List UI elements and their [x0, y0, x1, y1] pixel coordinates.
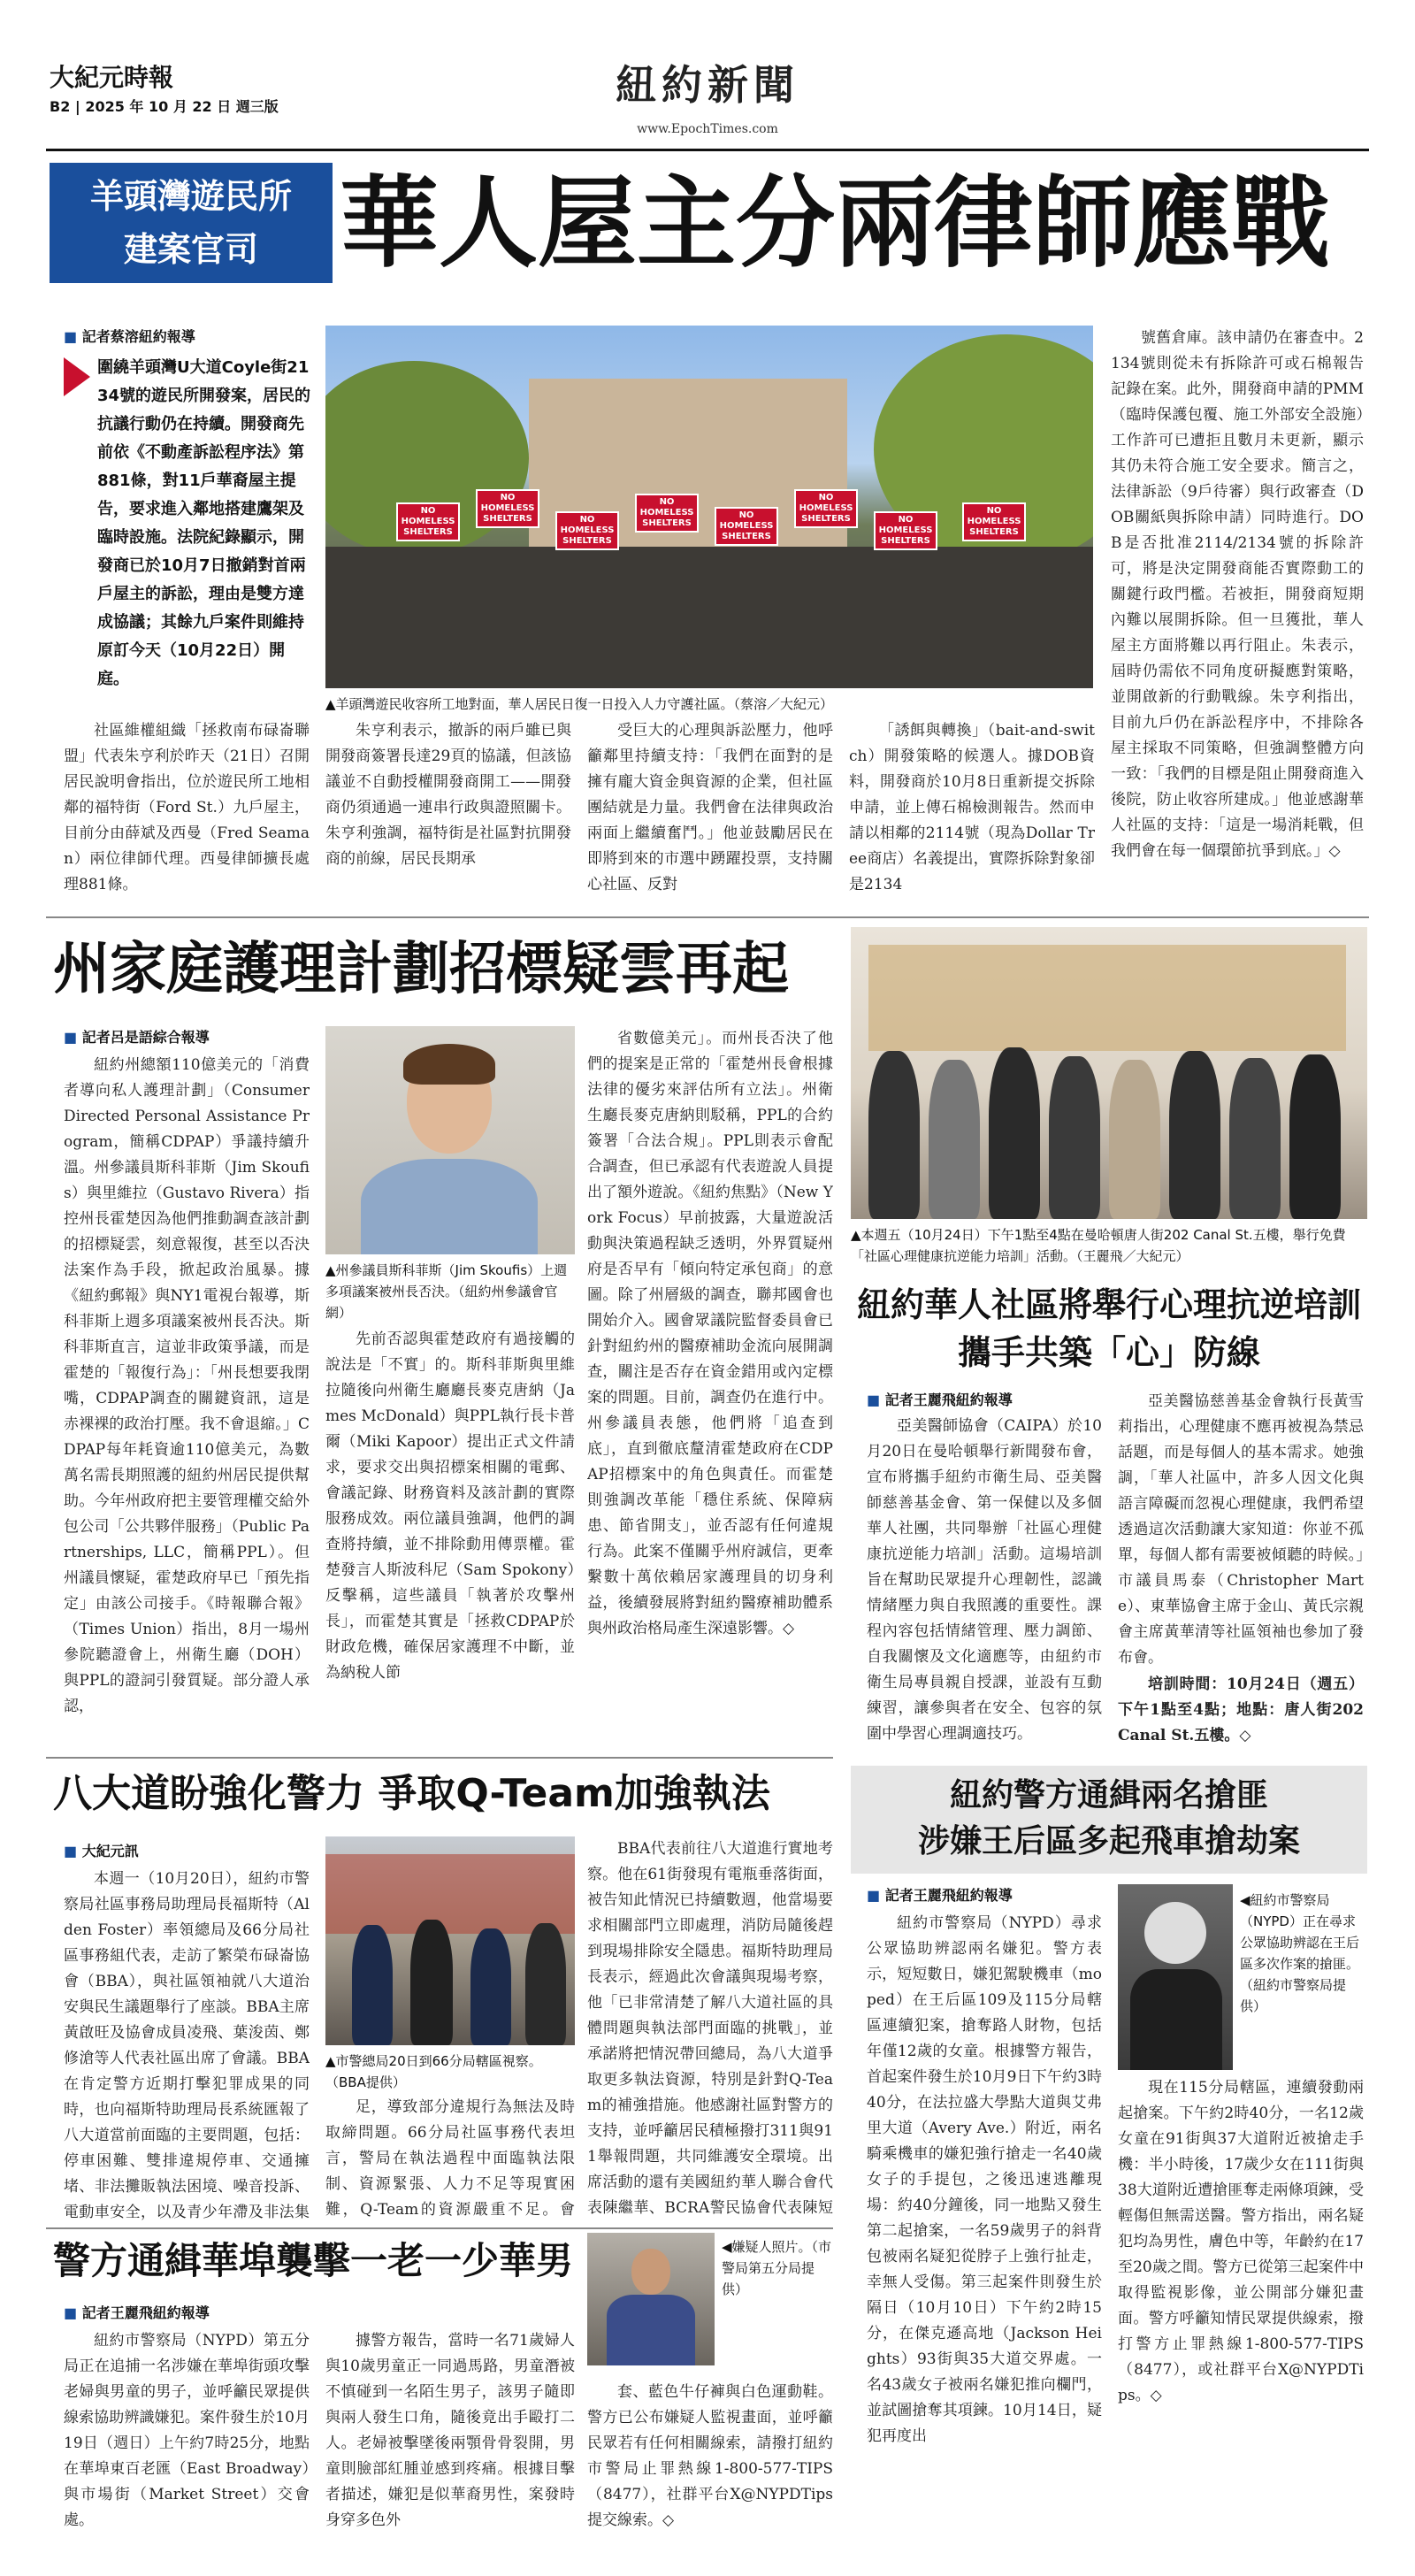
story3-photo-caption: ▲本週五（10月24日）下午1點至4點在曼哈頓唐人街202 Canal St.五樓，舉行免費「社區心理健康抗逆能力培訓」活動。（王麗飛／大紀元） [851, 1227, 1346, 1264]
protest-sign: NO HOMELESS SHELTERS [396, 502, 460, 541]
story6-column-2: 據警方報告，當時一名71歲婦人與10歲男童正一同過馬路，男童潛被不慎碰到一名陌生男子，該男子隨即與兩人發生口角，隨後竟出手毆打二人。老婦被擊墜後兩顎骨骨裂開，男童則臉部紅腫並感到疼痛。根據目擊者描述，嫌犯是似華裔男性，案發時身穿多色外 [325, 2332, 575, 2529]
story4-headline: 八大道盼強化警力 爭取Q-Team加強執法 [53, 1771, 770, 1816]
backdrop-panel [868, 945, 1346, 1051]
officer [352, 1925, 393, 2045]
suspect-body [1130, 1969, 1222, 2070]
divider [46, 916, 1369, 918]
officer [470, 1928, 511, 2045]
lead-photo-caption: ▲羊頭灣遊民收容所工地對面，華人居民日復一日投入人力守護社區。（蔡溶／大紀元） [325, 696, 834, 712]
story2-headline: 州家庭護理計劃招標疑雲再起 [53, 937, 789, 1002]
crowd [325, 547, 1093, 688]
paper-name: 大紀元時報 [50, 63, 174, 92]
group-person [1169, 1051, 1220, 1219]
page-info: B2 | 2025 年 10 月 22 日 週三版 [50, 98, 279, 115]
story5-headline-2: 涉嫌王后區多起飛車搶劫案 [917, 1823, 1300, 1859]
story6-byline: ■ 記者王麗飛紐約報導 [64, 2302, 210, 2322]
suspect-head [631, 2249, 670, 2295]
story5-byline: ■ 記者王麗飛紐約報導 [867, 1884, 1013, 1905]
suspect-jacket [607, 2295, 695, 2365]
story2-photo-caption: ▲州參議員斯科菲斯（Jim Skoufis）上週多項議案被州長否決。（紐約州參議會官網） [325, 1262, 568, 1321]
story4-column-1: 本週一（10月20日），紐約市警察局社區事務局助理局長福斯特（Alden Foster）率領總局及66分局社區事務組代表，走訪了繁榮布碌崙協會（BBA），與社區領袖就八大道治安與民生議題舉行了座談。BBA主席黃啟旺及協會成員凌飛、葉浚茵、鄭修滄等人代表社區出席了會議。BBA在肯定警方近期打擊犯罪成果的同時，也向福斯特助理局長系統匯報了八大道當前面臨的主要問題，包括：停車困難、雙排違規停車、交通擁堵、非法攤販執法困境、噪音投訴、電動車安全，以及青少年滯及非法集 [64, 1870, 310, 2221]
lead-summary: 圍繞羊頭灣U大道Coyle街2134號的遊民所開發案，居民的抗議行動仍在持續。開發商先前依《不動產訴訟程序法》第881條，對11戶華裔屋主提告，要求進入鄰地搭建鷹架及臨時設施。法院紀錄顯示，開發商已於10月7日撤銷對首兩戶屋主的訴訟，理由是雙方達成協議；其餘九戶案件則維持原訂今天（10月22日）開庭。 [97, 358, 311, 688]
protest-sign: NO HOMELESS SHELTERS [635, 494, 699, 533]
story4-byline: ■ 大紀元訊 [64, 1840, 139, 1860]
masthead-rule [46, 149, 1369, 151]
website: www.EpochTimes.com [637, 122, 778, 136]
lead-column-4: 「誘餌與轉換」（bait-and-switch）開發策略的候選人。據DOB資料，開發商於10月8日重新提交拆除申請，並上傳石棉檢測報告。然而申請以相鄰的2114號（現為Dollar Tree商店）名義提出，實際拆除對象卻是2134 [849, 722, 1095, 893]
group-person [929, 1060, 980, 1219]
story4-column-3: BBA代表前往八大道進行實地考察。他在61街發現有電瓶垂落街面，被告知此情況已持續數週，他當場要求相關部門立即處理，消防局隨後趕到現場排除安全隱患。福斯特助理局長表示，經過此次會議與現場考察，他「已非常清楚了解八大道社區的具體問題與執法部門面臨的挑戰」，並承諾將把情況帶回總局，為八大道爭取更多執法資源，特別是針對Q-Team的補強措施。他感謝社區對警方的支持，並呼籲居民積極撥打311與911舉報問題，共同維護安全環境。出席活動的還有美國紐約華人聯合會代表陳繼華、BCRA警民協會代表陳短 [587, 1840, 833, 2217]
story4-photo-caption: ▲市警總局20日到66分局轄區視察。（BBA提供） [325, 2053, 542, 2090]
person-hair [403, 1044, 495, 1085]
lead-photo [325, 326, 1093, 688]
lead-byline: ■ 記者蔡溶紐約報導 [64, 326, 195, 346]
story5-column-2: 現在115分局轄區，連續發動兩起搶案。下午約2時40分，一名12歲女童在91街與37大道附近被搶走手機：半小時後，17歲少女在111街與38大道附近遭搶匪奪走兩條項鍊，受輕傷但無需送醫。警方指出，兩名疑犯均為男性，膚色中等，年齡約在17至20歲之間。警方已從第三起案件中取得監視影像，並公開部分嫌犯畫面。警方呼籲知情民眾提供線索，撥打警方止罪熱線1-800-577-TIPS（8477），或社群平台X@NYPDTips。◇ [1118, 2079, 1364, 2404]
lead-kicker [50, 163, 333, 283]
person-body [361, 1159, 538, 1254]
story3-column-1: 亞美醫師協會（CAIPA）於10月20日在曼哈頓舉行新聞發布會，宣布將攜手紐約市衛生局、亞美醫師慈善基金會、第一保健以及多個華人社團，共同舉辦「社區心理健康抗逆能力培訓」活動。這場培訓旨在幫助民眾提升心理韌性，認識情緒壓力與自我照護的重要性。課程內容包括情緒管理、壓力調節、自我關懷及文化適應等，由紐約市衛生局專員親自授課，並設有互動練習，讓參與者在安全、包容的氛圍中學習心理調適技巧。 [867, 1417, 1102, 1743]
story3-column-2: 亞美醫協慈善基金會執行長黃雪莉指出，心理健康不應再被視為禁忌話題，而是每個人的基本需求。她強調，「華人社區中，許多人因文化與語言障礙而忽視心理健康，我們希望透過這次活動讓大家知道：你並不孤單，每個人都有需要被傾聽的時候。」市議員馬泰（Christopher Marte）、東華協會主席于金山、黃氏宗親會主席黃華清等社區領袖也參加了發布會。 [1118, 1392, 1364, 1667]
story6-column-1: 紐約市警察局（NYPD）第五分局正在追捕一名涉嫌在華埠街頭攻擊老婦與男童的男子，並呼籲民眾提供線索協助辨識嫌犯。案件發生於10月19日（週日）上午約7時25分，地點在華埠東百老匯（East Broadway）與市場街（Market Street）交會處。 [64, 2332, 310, 2529]
group-person [868, 1051, 920, 1219]
lead-column-1: 社區維權組織「拯救南布碌崙聯盟」代表朱亨利於昨天（21日）召開居民說明會指出，位於遊民所工地相鄰的福特街（Ford St.）九戶屋主，目前分由薛斌及西曼（Fred Seaman）兩位律師代理。西曼律師擴長處理881條。 [64, 722, 310, 893]
lead-kicker-line1: 羊頭灣遊民所 [89, 177, 292, 216]
arrow-icon [64, 357, 90, 396]
protest-sign: NO HOMELESS SHELTERS [555, 511, 619, 550]
story4-column-2: 足，導致部分違規行為無法及時取締問題。66分局社區事務代表坦言，警局在執法過程中面臨執法限制、資源緊張、人力不足等現實困難，Q-Team的資源嚴重不足。會 [325, 2098, 575, 2219]
story2-column-3: 省數億美元」。而州長否決了他們的提案是正常的「霍楚州長會根據法律的優劣來評估所有立法」。州衛生廳長麥克唐納則駁稱，PPL的合約簽署「合法合規」。PPL則表示會配合調查，但已承認有代表遊說人員提出了額外遊說。《紐約焦點》（New York Focus）早前披露，大量遊說活動與決策過程缺乏透明，外界質疑州府是否早有「傾向特定承包商」的意圖。除了州層級的調查，聯邦國會也開始介入。國會眾議院監督委員會已針對紐約州的醫療補助金流向展開調查，關注是否存在資金錯用或內定標案的問題。目前，調查仍在進行中。州參議員表態，他們將「追查到底」，直到徹底釐清霍楚政府在CDPAP招標案中的角色與責任。而霍楚則強調改革能「穩住系統、保障病患、節省開支」，並否認有任何違規行為。此案不僅關乎州府誠信，更牽繫數十萬依賴居家護理員的切身利益，後續發展將對紐約醫療補助體系與州政治格局產生深遠影響。◇ [587, 1030, 833, 1637]
story2-column-2: 先前否認與霍楚政府有過接觸的說法是「不實」的。斯科菲斯與里維拉隨後向州衛生廳廳長麥克唐納（James McDonald）與PPL執行長卡普爾（Miki Kapoor）提出正式文件請求，要求交出與招標案相關的電郵、會議記錄、財務資料及該計劃的實際服務成效。兩位議員強調，他們的調查將持續，並不排除動用傳票權。霍楚發言人斯波科尼（Sam Spokony）反擊稱，這些議員「執著於攻擊州長」，而霍楚其實是「拯救CDPAP於財政危機，確保居家護理不中斷，並為納稅人節 [325, 1330, 575, 1682]
section-title: 紐約新聞 [616, 61, 799, 109]
lead-column-5: 號舊倉庫。該申請仍在審查中。2134號則從未有拆除許可或石棉報告記錄在案。此外，開發商申請的PMM（臨時保護包覆、施工外部安全設施）工作許可已遭拒且數月未更新，顯示其仍未符合施工安全要求。簡言之，法律訴訟（9戶待審）與行政審查（DOB關紙與拆除申請）同時進行。DOB是否批准2114/2134號的拆除許可，將是決定開發商能否實際動工的關鍵行政門檻。若被拒，開發商短期內難以展開拆除。但一旦獲批，華人屋主方面將難以再行阻止。朱表示，屆時仍需依不同角度研擬應對策略，並開啟新的行動戰線。朱亨利指出，目前九戶仍在訴訟程序中，不排除各屋主採取不同策略，但強調整體方向一致：「我們的目標是阻止開發商進入後院，防止收容所建成。」他並感謝華人社區的支持：「這是一場消耗戰，但我們會在每一個環節抗爭到底。」◇ [1111, 329, 1364, 860]
story5-photo [1118, 1884, 1233, 2070]
story2-byline: ■ 記者呂是語綜合報導 [64, 1026, 210, 1046]
lead-headline: 華人屋主分兩律師應戰 [340, 165, 1330, 281]
divider [46, 1757, 833, 1759]
story3-column-3: 培訓時間：10月24日（週五）下午1點至4點；地點：唐人街202 Canal St.五樓。◇ [1118, 1675, 1364, 1744]
story3-headline-2: 攜手共築「心」防線 [957, 1333, 1260, 1372]
story6-column-3: 套、藍色牛仔褲與白色運動鞋。警方已公布嫌疑人監視畫面，並呼籲民眾若有任何相關線索，請撥打紐約市警局止罪熱線1-800-577-TIPS（8477），社群平台X@NYPDTips提交線索。◇ [587, 2383, 833, 2529]
suspect-helmet [1144, 1902, 1206, 1964]
group-person [1109, 1060, 1160, 1219]
protest-sign: NO HOMELESS SHELTERS [794, 489, 858, 528]
group-person [1049, 1056, 1100, 1219]
story3-headline-1: 紐約華人社區將舉行心理抗逆培訓 [856, 1285, 1361, 1324]
group-person [989, 1047, 1040, 1219]
officer [525, 1923, 566, 2045]
protest-sign: NO HOMELESS SHELTERS [962, 502, 1026, 541]
protest-sign: NO HOMELESS SHELTERS [476, 489, 539, 528]
story6-photo-caption: ◀嫌疑人照片。（市警局第五分局提供） [722, 2239, 832, 2297]
story4-photo [325, 1836, 575, 2045]
lead-column-2: 朱亨利表示，撤訴的兩戶雖已與開發商簽署長達29頁的協議，但該協議並不自動授權開發商開工——開發商仍須通過一連串行政與證照關卡。朱亨利強調，福特街是社區對抗開發商的前線，居民長期承 [325, 722, 571, 868]
story3-byline: ■ 記者王麗飛紐約報導 [867, 1389, 1013, 1409]
officer [410, 1920, 453, 2045]
group-person [1229, 1058, 1281, 1219]
protest-sign: NO HOMELESS SHELTERS [715, 507, 778, 546]
divider [46, 2227, 833, 2229]
story6-headline: 警方通緝華埠襲擊一老一少華男 [53, 2239, 574, 2282]
story3-photo [851, 927, 1367, 1219]
story6-photo [587, 2233, 715, 2365]
story2-photo [325, 1026, 575, 1254]
protest-sign: NO HOMELESS SHELTERS [874, 511, 937, 550]
story5-column-1: 紐約市警察局（NYPD）尋求公眾協助辨認兩名嫌犯。警方表示，短短數日，嫌犯駕駛機車（moped）在王后區109及115分局轄區連續犯案，搶奪路人財物，包括年僅12歲的女童。根據警方報告，首起案件發生於10月9日下午約3時40分，在法拉盛大學點大道與艾弗里大道（Avery Ave.）附近，兩名騎乘機車的嫌犯強行搶走一名40歲女子的手提包，之後迅速逃離現場：約40分鐘後，同一地點又發生第二起搶案，一名59歲男子的斜背包被兩名疑犯從脖子上強行扯走，幸無人受傷。第三起案件則發生於隔日（10月10日）下午約2時15分，在傑克遜高地（Jackson Heights）93街與35大道交界處。一名43歲女子被兩名嫌犯推向欄門，並試圖搶奪其項鍊。10月14日，疑犯再度出 [867, 1914, 1102, 2445]
group-person [1289, 1054, 1341, 1219]
story5-headline-1: 紐約警方通緝兩名搶匪 [949, 1777, 1268, 1813]
story2-column-1: 紐約州總額110億美元的「消費者導向私人護理計劃」（Consumer Directed Personal Assistance Program，簡稱CDPAP）爭議持續升溫。州參議員斯科菲斯（Jim Skoufis）與里維拉（Gustavo Rivera）指控州長霍楚因為他們推動調查該計劃的招標疑雲，刻意報復，甚至以否決法案作為手段，掀起政治風暴。據《紐約郵報》與NY1電視台報導，斯科菲斯上週多項議案被州長否決。斯科菲斯直言，這並非政策爭議，而是霍楚的「報復行為」：「州長想要我閉嘴，CDPAP調查的關鍵資訊，這是赤裸裸的政治打壓。我不會退縮。」CDPAP每年耗資逾110億美元，為數萬名需長期照護的紐約州居民提供幫助。今年州政府把主要管理權交給外包公司「公共夥伴服務」（Public Partnerships, LLC，簡稱PPL）。但州議員懷疑，霍楚政府早已「預先指定」由該公司接手。《時報聯合報》（Times Union）指出，8月一場州參院聽證會上，州衛生廳（DOH）與PPL的證詞引發質疑。部分證人承認， [64, 1056, 310, 1715]
lead-column-3: 受巨大的心理與訴訟壓力，他呼籲鄰里持續支持：「我們在面對的是擁有龐大資金與資源的企業，但社區團結就是力量。我們會在法律與政治兩面上繼續奮鬥。」他並鼓勵居民在即將到來的市選中踴躍投票，支持關心社區、反對 [587, 722, 833, 893]
storefronts [325, 1854, 575, 1934]
story5-photo-caption: ◀紐約市警察局（NYPD）正在尋求公眾協助辨認在王后區多次作案的搶匪。（紐約市警察局提供） [1240, 1892, 1360, 2014]
lead-kicker-line2: 建案官司 [123, 230, 258, 269]
